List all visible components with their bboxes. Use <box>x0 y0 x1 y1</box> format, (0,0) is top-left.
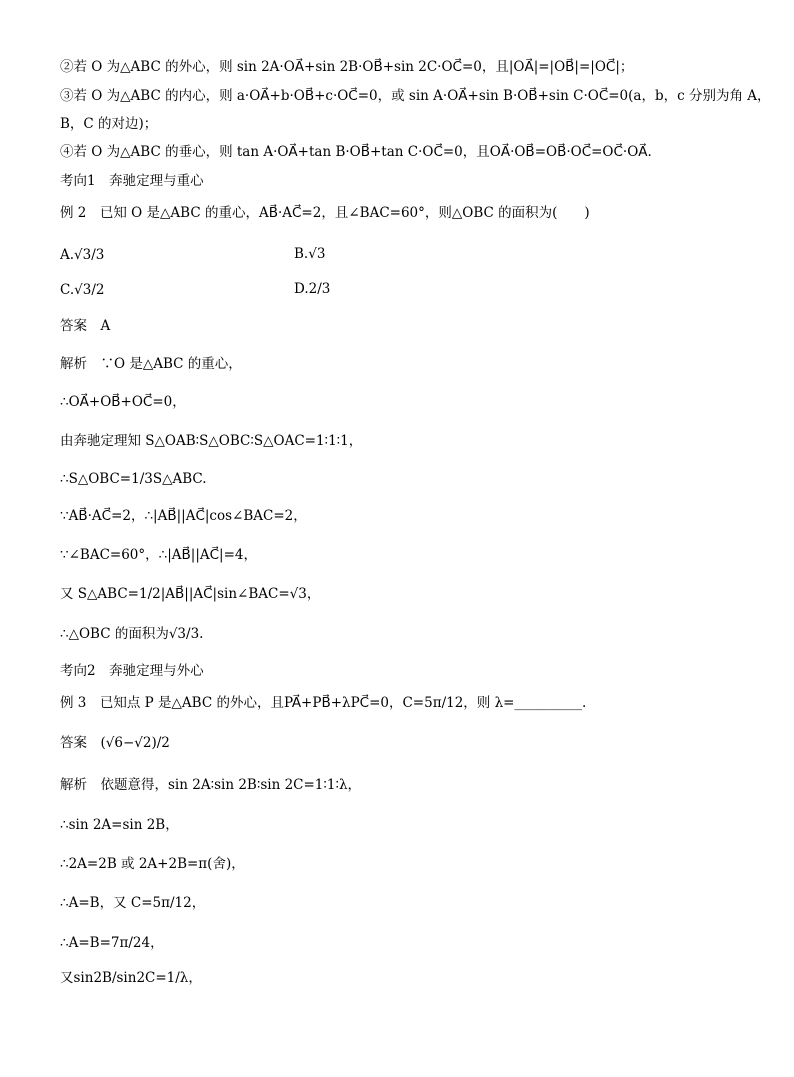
option-c: C.√3/2 <box>60 282 105 298</box>
solution-line: ∴S△OBC=1/3S△ABC. <box>60 471 207 487</box>
solution-line: ∴A=B，又 C=5π/12， <box>60 895 206 911</box>
solution-line: ∴△OBC 的面积为√3/3. <box>60 626 204 642</box>
text-line: ③若 O 为△ABC 的内心，则 a·OA⃗+b·OB⃗+c·OC⃗=0，或 sin A·OA⃗+sin B·OB⃗+sin C·OC⃗=0(a，b，c 分别为角 A， <box>60 88 771 104</box>
option-b: B.√3 <box>294 246 326 262</box>
solution-line: 又sin2B/sin2C=1/λ， <box>60 970 202 986</box>
section-heading: 考向2 奔驰定理与外心 <box>60 663 204 679</box>
answer-line: 答案 A <box>60 318 111 334</box>
solution-line: ∵∠BAC=60°，∴|AB⃗||AC⃗|=4， <box>60 547 258 563</box>
solution-line: ∴A=B=7π/24， <box>60 935 164 951</box>
text-line: ④若 O 为△ABC 的垂心，则 tan A·OA⃗+tan B·OB⃗+tan C·OC⃗=0，且OA⃗·OB⃗=OB⃗·OC⃗=OC⃗·OA⃗. <box>60 144 652 160</box>
answer-line: 答案 (√6−√2)/2 <box>60 735 170 751</box>
solution-line: 解析 依题意得，sin 2A∶sin 2B∶sin 2C=1∶1∶λ， <box>60 777 362 793</box>
solution-line: 由奔驰定理知 S△OAB∶S△OBC∶S△OAC=1∶1∶1， <box>60 433 363 449</box>
question-text: 例 3 已知点 P 是△ABC 的外心，且PA⃗+PB⃗+λPC⃗=0，C=5π/12，则 λ=__________. <box>60 695 587 711</box>
solution-line: ∴OA⃗+OB⃗+OC⃗=0， <box>60 394 186 410</box>
solution-line: ∵AB⃗·AC⃗=2，∴|AB⃗||AC⃗|cos∠BAC=2， <box>60 508 307 524</box>
option-a: A.√3/3 <box>60 247 105 263</box>
section-heading: 考向1 奔驰定理与重心 <box>60 173 204 189</box>
solution-line: 又 S△ABC=1/2|AB⃗||AC⃗|sin∠BAC=√3， <box>60 586 321 602</box>
solution-line: ∴sin 2A=sin 2B， <box>60 817 179 833</box>
text-line: B，C 的对边)； <box>60 116 158 132</box>
question-text: 例 2 已知 O 是△ABC 的重心，AB⃗·AC⃗=2，且∠BAC=60°，则△OBC 的面积为( ) <box>60 205 590 221</box>
solution-line: 解析 ∵O 是△ABC 的重心， <box>60 356 242 372</box>
text-line: ②若 O 为△ABC 的外心，则 sin 2A·OA⃗+sin 2B·OB⃗+sin 2C·OC⃗=0，且|OA⃗|=|OB⃗|=|OC⃗|； <box>60 59 634 75</box>
solution-line: ∴2A=2B 或 2A+2B=π(舍)， <box>60 856 245 872</box>
option-d: D.2/3 <box>294 281 331 297</box>
